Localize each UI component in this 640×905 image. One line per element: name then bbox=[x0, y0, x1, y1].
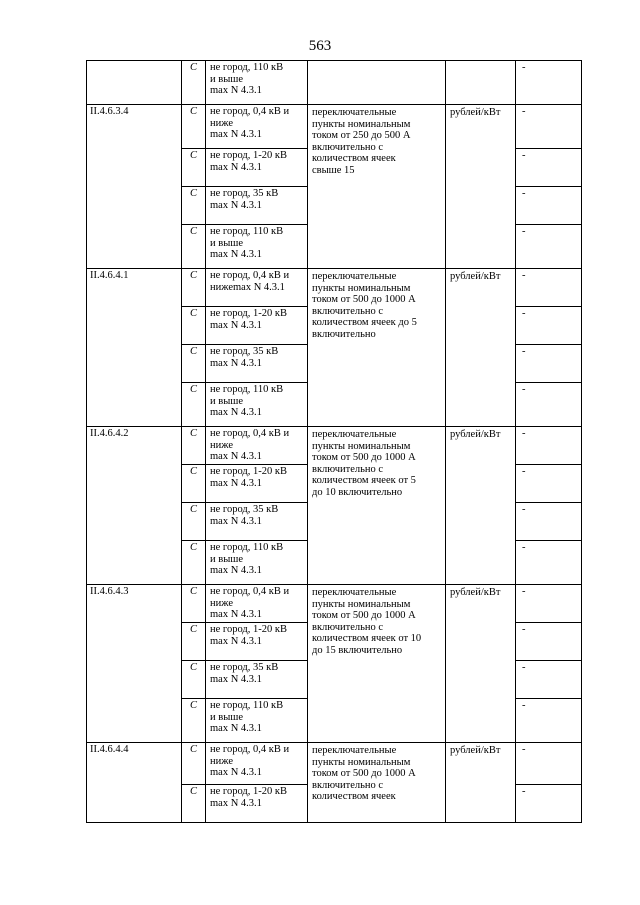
condition-line: не город, 35 кВ bbox=[210, 662, 279, 673]
condition-cell bbox=[206, 465, 308, 503]
description-line: количеством ячеек до 5 bbox=[312, 317, 417, 328]
condition-line: ниже bbox=[210, 597, 234, 609]
condition-line: max N 4.3.1 bbox=[210, 797, 262, 809]
description-line: переключательные bbox=[312, 107, 397, 118]
category-cell: С bbox=[182, 225, 206, 269]
table-row bbox=[87, 269, 582, 307]
unit-cell: рублей/кВт bbox=[446, 269, 516, 427]
unit-cell: рублей/кВт bbox=[446, 427, 516, 585]
description-line: включительно с bbox=[312, 305, 384, 317]
condition-line: не город, 110 кВ bbox=[210, 700, 284, 711]
condition-cell bbox=[206, 661, 308, 699]
code-cell: II.4.6.4.1 bbox=[87, 269, 182, 427]
category-cell: С bbox=[182, 427, 206, 465]
description-line: током от 500 до 1000 А bbox=[312, 452, 416, 463]
value-cell: - bbox=[516, 225, 582, 269]
code-cell: II.4.6.4.4 bbox=[87, 743, 182, 823]
category-cell: С bbox=[182, 503, 206, 541]
category-cell: С bbox=[182, 585, 206, 623]
description-line: током от 250 до 500 А bbox=[312, 130, 411, 141]
condition-line: max N 4.3.1 bbox=[210, 407, 262, 418]
condition-line: max N 4.3.1 bbox=[210, 635, 262, 647]
code-cell: II.4.6.4.2 bbox=[87, 427, 182, 585]
table-row bbox=[87, 105, 582, 149]
condition-line: max N 4.3.1 bbox=[210, 723, 262, 734]
value-cell: - bbox=[516, 345, 582, 383]
condition-line: не город, 0,4 кВ и bbox=[210, 744, 290, 755]
description-line: включительно с bbox=[312, 621, 384, 633]
condition-line: не город, 35 кВ bbox=[210, 346, 279, 357]
condition-line: ниже bbox=[210, 439, 234, 451]
description-line: пункты номинальным bbox=[312, 598, 411, 610]
code-cell: II.4.6.4.3 bbox=[87, 585, 182, 743]
unit-cell: рублей/кВт bbox=[446, 585, 516, 743]
condition-line: не город, 0,4 кВ и bbox=[210, 106, 290, 117]
description-line: пункты номинальным bbox=[312, 282, 411, 294]
condition-line: не город, 35 кВ bbox=[210, 504, 279, 515]
condition-cell bbox=[206, 427, 308, 465]
description-line: переключательные bbox=[312, 587, 397, 598]
category-cell: С bbox=[182, 541, 206, 585]
condition-line: max N 4.3.1 bbox=[210, 565, 262, 576]
condition-line: max N 4.3.1 bbox=[210, 515, 262, 527]
description-line: включительно с bbox=[312, 463, 384, 475]
value-cell: - bbox=[516, 623, 582, 661]
condition-line: не город, 0,4 кВ и bbox=[210, 270, 290, 281]
value-cell: - bbox=[516, 465, 582, 503]
condition-cell bbox=[206, 269, 308, 307]
description-line: переключательные bbox=[312, 429, 397, 440]
category-cell: С bbox=[182, 149, 206, 187]
description-cell bbox=[308, 585, 446, 743]
table-row bbox=[87, 743, 582, 785]
condition-cell bbox=[206, 149, 308, 187]
condition-line: не город, 1-20 кВ bbox=[210, 150, 287, 161]
condition-line: max N 4.3.1 bbox=[210, 357, 262, 369]
unit-cell-empty bbox=[446, 61, 516, 105]
condition-cell bbox=[206, 585, 308, 623]
condition-line: и выше bbox=[210, 237, 244, 249]
description-line: пункты номинальным bbox=[312, 118, 411, 130]
condition-line: max N 4.3.1 bbox=[210, 673, 262, 685]
value-cell: - bbox=[516, 61, 582, 105]
category-cell: С bbox=[182, 699, 206, 743]
description-line: количеством ячеек от 5 bbox=[312, 475, 416, 486]
condition-line: не город, 1-20 кВ bbox=[210, 308, 287, 319]
code-cell: II.4.6.3.4 bbox=[87, 105, 182, 269]
description-line: включительно с bbox=[312, 141, 384, 153]
description-line: пункты номинальным bbox=[312, 756, 411, 768]
value-cell: - bbox=[516, 187, 582, 225]
category-cell: С bbox=[182, 307, 206, 345]
condition-cell bbox=[206, 383, 308, 427]
description-cell-empty bbox=[308, 61, 446, 105]
description-line: током от 500 до 1000 А bbox=[312, 294, 416, 305]
value-cell: - bbox=[516, 307, 582, 345]
category-cell: С bbox=[182, 345, 206, 383]
condition-line: max N 4.3.1 bbox=[210, 249, 262, 260]
condition-line: и выше bbox=[210, 395, 244, 407]
value-cell: - bbox=[516, 149, 582, 187]
condition-cell bbox=[206, 61, 308, 105]
description-cell bbox=[308, 427, 446, 585]
condition-line: не город, 1-20 кВ bbox=[210, 466, 287, 477]
category-cell: С bbox=[182, 383, 206, 427]
description-cell bbox=[308, 743, 446, 823]
condition-line: max N 4.3.1 bbox=[210, 199, 262, 211]
value-cell: - bbox=[516, 541, 582, 585]
condition-line: не город, 110 кВ bbox=[210, 62, 284, 73]
condition-line: и выше bbox=[210, 553, 244, 565]
condition-line: ниже bbox=[210, 117, 234, 129]
condition-cell bbox=[206, 623, 308, 661]
description-line: количеством ячеек bbox=[312, 791, 396, 802]
value-cell: - bbox=[516, 661, 582, 699]
description-cell bbox=[308, 105, 446, 269]
condition-line: max N 4.3.1 bbox=[210, 319, 262, 331]
category-cell: С bbox=[182, 61, 206, 105]
code-cell-empty bbox=[87, 61, 182, 105]
category-cell: С bbox=[182, 661, 206, 699]
description-line: включительно bbox=[312, 328, 376, 340]
condition-line: max N 4.3.1 bbox=[210, 85, 262, 96]
description-line: током от 500 до 1000 А bbox=[312, 610, 416, 621]
condition-line: ниже bbox=[210, 755, 234, 767]
description-line: током от 500 до 1000 А bbox=[312, 768, 416, 779]
condition-line: max N 4.3.1 bbox=[210, 609, 262, 620]
unit-cell: рублей/кВт bbox=[446, 105, 516, 269]
category-cell: С bbox=[182, 105, 206, 149]
condition-cell bbox=[206, 307, 308, 345]
page-number: 563 bbox=[308, 38, 332, 54]
category-cell: С bbox=[182, 743, 206, 785]
condition-cell bbox=[206, 699, 308, 743]
condition-line: нижеmax N 4.3.1 bbox=[210, 281, 285, 293]
value-cell: - bbox=[516, 503, 582, 541]
condition-line: не город, 110 кВ bbox=[210, 384, 284, 395]
condition-line: и выше bbox=[210, 711, 244, 723]
category-cell: С bbox=[182, 187, 206, 225]
description-line: свыше 15 bbox=[312, 164, 355, 176]
description-line: количеством ячеек bbox=[312, 153, 396, 164]
category-cell: С bbox=[182, 269, 206, 307]
value-cell: - bbox=[516, 383, 582, 427]
condition-line: не город, 35 кВ bbox=[210, 188, 279, 199]
condition-line: max N 4.3.1 bbox=[210, 451, 262, 462]
value-cell: - bbox=[516, 743, 582, 785]
description-line: количеством ячеек от 10 bbox=[312, 633, 422, 644]
condition-cell bbox=[206, 225, 308, 269]
value-cell: - bbox=[516, 105, 582, 149]
condition-line: и выше bbox=[210, 73, 244, 85]
condition-cell bbox=[206, 345, 308, 383]
condition-line: не город, 1-20 кВ bbox=[210, 624, 287, 635]
value-cell: - bbox=[516, 269, 582, 307]
condition-cell bbox=[206, 743, 308, 785]
condition-cell bbox=[206, 541, 308, 585]
value-cell: - bbox=[516, 427, 582, 465]
condition-line: max N 4.3.1 bbox=[210, 161, 262, 173]
category-cell: С bbox=[182, 465, 206, 503]
tariff-table bbox=[86, 60, 582, 823]
unit-cell: рублей/кВт bbox=[446, 743, 516, 823]
condition-line: max N 4.3.1 bbox=[210, 767, 262, 778]
description-line: до 15 включительно bbox=[312, 644, 403, 656]
table-row bbox=[87, 427, 582, 465]
condition-line: не город, 110 кВ bbox=[210, 542, 284, 553]
description-line: до 10 включительно bbox=[312, 486, 403, 498]
description-line: переключательные bbox=[312, 745, 397, 756]
category-cell: С bbox=[182, 785, 206, 823]
condition-line: max N 4.3.1 bbox=[210, 477, 262, 489]
condition-line: не город, 0,4 кВ и bbox=[210, 586, 290, 597]
description-cell bbox=[308, 269, 446, 427]
value-cell: - bbox=[516, 585, 582, 623]
condition-line: не город, 0,4 кВ и bbox=[210, 428, 290, 439]
category-cell: С bbox=[182, 623, 206, 661]
description-line: включительно с bbox=[312, 779, 384, 791]
condition-line: не город, 1-20 кВ bbox=[210, 786, 287, 797]
value-cell: - bbox=[516, 699, 582, 743]
continuation-row bbox=[87, 61, 582, 105]
condition-cell bbox=[206, 503, 308, 541]
condition-line: не город, 110 кВ bbox=[210, 226, 284, 237]
condition-line: max N 4.3.1 bbox=[210, 129, 262, 140]
description-line: пункты номинальным bbox=[312, 440, 411, 452]
condition-cell bbox=[206, 105, 308, 149]
condition-cell bbox=[206, 785, 308, 823]
description-line: переключательные bbox=[312, 271, 397, 282]
condition-cell bbox=[206, 187, 308, 225]
table-row bbox=[87, 585, 582, 623]
value-cell: - bbox=[516, 785, 582, 823]
